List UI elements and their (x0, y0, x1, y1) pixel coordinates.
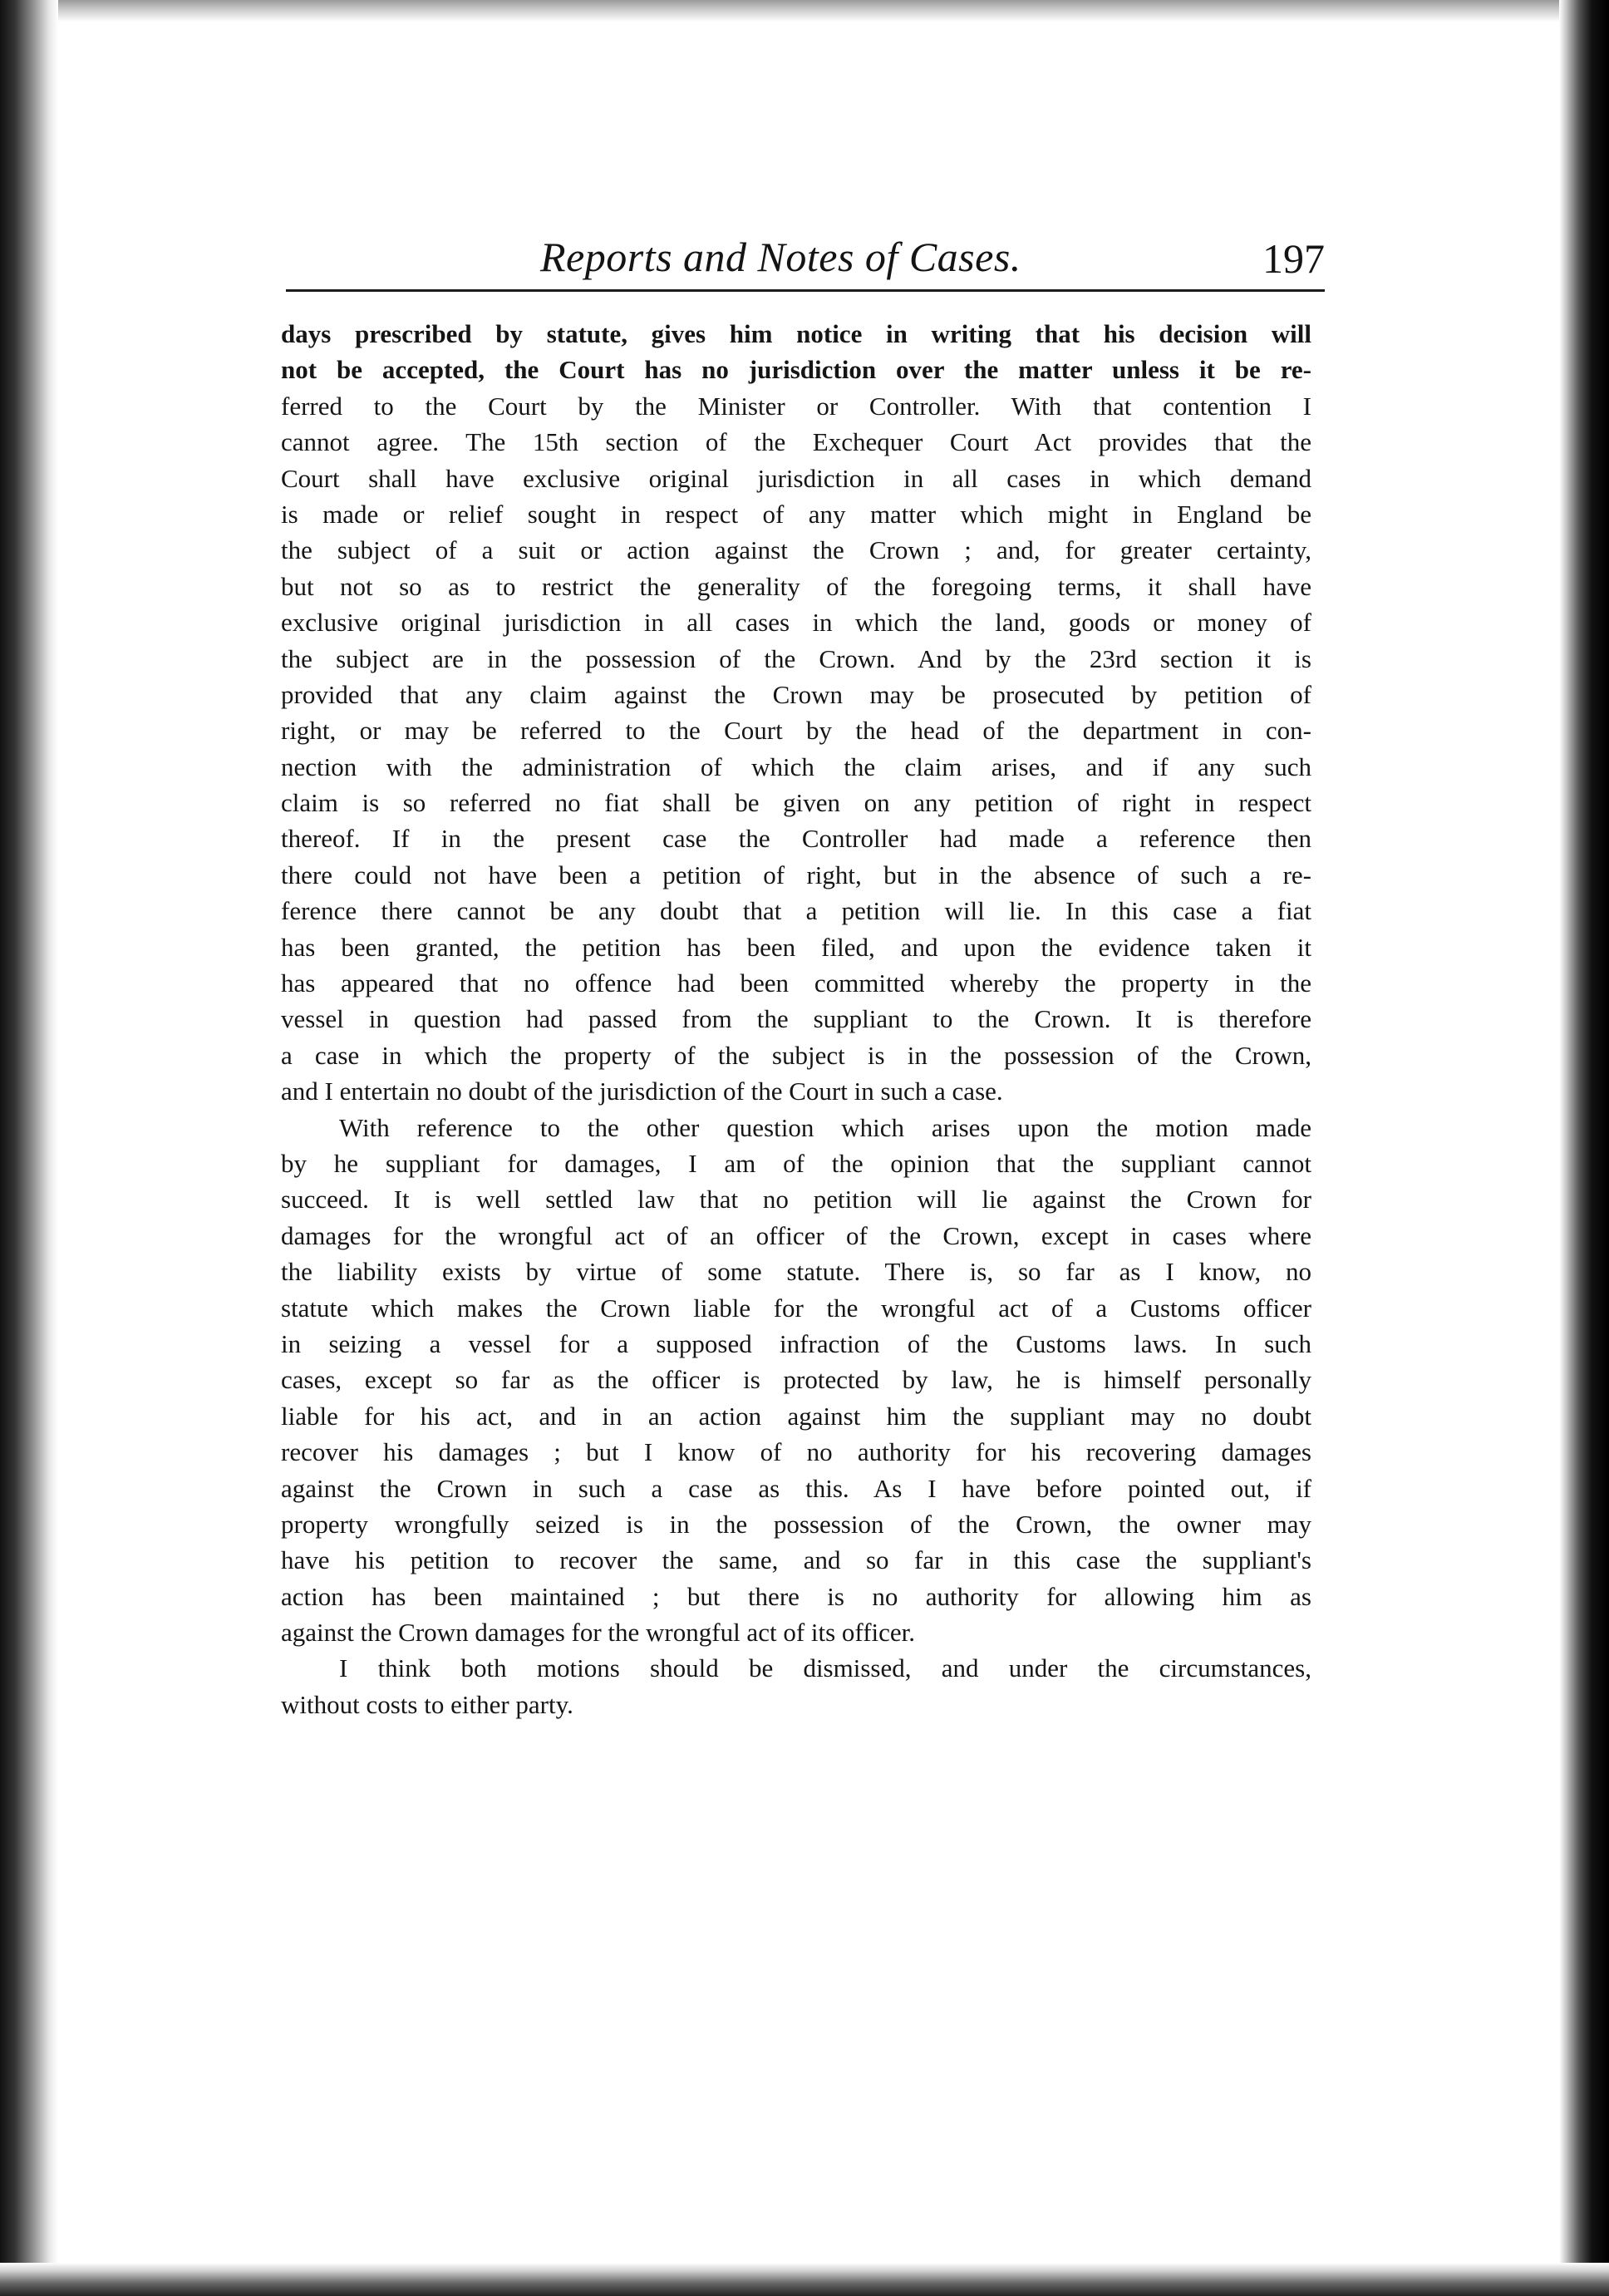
text-line: I think both motions should be dismissed, and under the circumstances, (339, 1653, 1311, 1683)
text-line: cases, except so far as the officer is protected by law, he is himself personally (281, 1365, 1311, 1395)
text-line: there could not have been a petition of right, but in the absence of such a re- (281, 860, 1311, 889)
text-line: exclusive original jurisdiction in all cases in which the land, goods or money of (281, 608, 1311, 638)
text-line: against the Crown damages for the wrongful act of its officer. (281, 1618, 916, 1648)
text-line: not be accepted, the Court has no jurisdiction over the matter unless it be re- (281, 355, 1311, 385)
body-text (281, 316, 1311, 1722)
text-line: action has been maintained ; but there is no authority for allowing him as (281, 1581, 1311, 1611)
text-line: ferred to the Court by the Minister or Controller. With that contention I (281, 391, 1311, 421)
text-line: is made or relief sought in respect of any matter which might in England be (281, 499, 1311, 529)
text-line: has been granted, the petition has been filed, and upon the evidence taken it (281, 932, 1311, 962)
running-head (286, 233, 1325, 293)
text-line: the subject are in the possession of the Crown. And by the 23rd section it is (281, 643, 1311, 673)
paragraph-3 (281, 1650, 1311, 1722)
text-line: statute which makes the Crown liable for the wrongful act of a Customs officer (281, 1293, 1311, 1323)
text-line: With reference to the other question which arises upon the motion made (339, 1112, 1311, 1142)
text-line: thereof. If in the present case the Controller had made a reference then (281, 824, 1311, 854)
text-line: but not so as to restrict the generality of the foregoing terms, it shall have (281, 571, 1311, 601)
text-line: in seizing a vessel for a supposed infraction of the Customs laws. In such (281, 1328, 1311, 1358)
text-line: vessel in question had passed from the suppliant to the Crown. It is therefore (281, 1004, 1311, 1034)
scan-edge-right (1559, 0, 1609, 2296)
paragraph-2 (281, 1110, 1311, 1651)
running-title: Reports and Notes of Cases. (540, 234, 1021, 280)
text-line: and I entertain no doubt of the jurisdiction of the Court in such a case. (281, 1077, 1003, 1106)
text-line: a case in which the property of the subject is in the possession of the Crown, (281, 1040, 1311, 1070)
text-line: liable for his act, and in an action against him the suppliant may no doubt (281, 1401, 1311, 1431)
text-line: the liability exists by virtue of some statute. There is, so far as I know, no (281, 1257, 1311, 1287)
scan-edge-bottom (0, 2263, 1609, 2296)
text-line: Court shall have exclusive original jurisdiction in all cases in which demand (281, 463, 1311, 493)
text-line: against the Crown in such a case as this. As I have before pointed out, if (281, 1473, 1311, 1503)
header-rule (286, 289, 1325, 292)
text-line: have his petition to recover the same, and so far in this case the suppliant's (281, 1545, 1311, 1575)
paragraph-1 (281, 316, 1311, 1110)
text-line: has appeared that no offence had been committed whereby the property in the (281, 968, 1311, 998)
text-line: recover his damages ; but I know of no authority for his recovering damages (281, 1437, 1311, 1467)
text-line: property wrongfully seized is in the possession of the Crown, the owner may (281, 1509, 1311, 1539)
text-line: cannot agree. The 15th section of the Exchequer Court Act provides that the (281, 427, 1311, 457)
text-line: right, or may be referred to the Court by the head of the department in con- (281, 716, 1311, 746)
text-line: damages for the wrongful act of an officer of the Crown, except in cases where (281, 1220, 1311, 1250)
text-line: by he suppliant for damages, I am of the opinion that the suppliant cannot (281, 1148, 1311, 1178)
page-number: 197 (1262, 235, 1325, 282)
text-line: succeed. It is well settled law that no petition will lie against the Crown for (281, 1185, 1311, 1215)
text-line: claim is so referred no fiat shall be given on any petition of right in respect (281, 788, 1311, 818)
text-line: days prescribed by statute, gives him notice in writing that his decision will (281, 319, 1311, 348)
text-line: without costs to either party. (281, 1689, 573, 1719)
text-line: provided that any claim against the Crown may be prosecuted by petition of (281, 679, 1311, 709)
text-line: ference there cannot be any doubt that a petition will lie. In this case a fiat (281, 896, 1311, 926)
text-line: nection with the administration of which the claim arises, and if any such (281, 751, 1311, 781)
text-line: the subject of a suit or action against the Crown ; and, for greater certainty, (281, 535, 1311, 565)
scan-edge-top (0, 0, 1609, 22)
scan-edge-left (0, 0, 58, 2296)
